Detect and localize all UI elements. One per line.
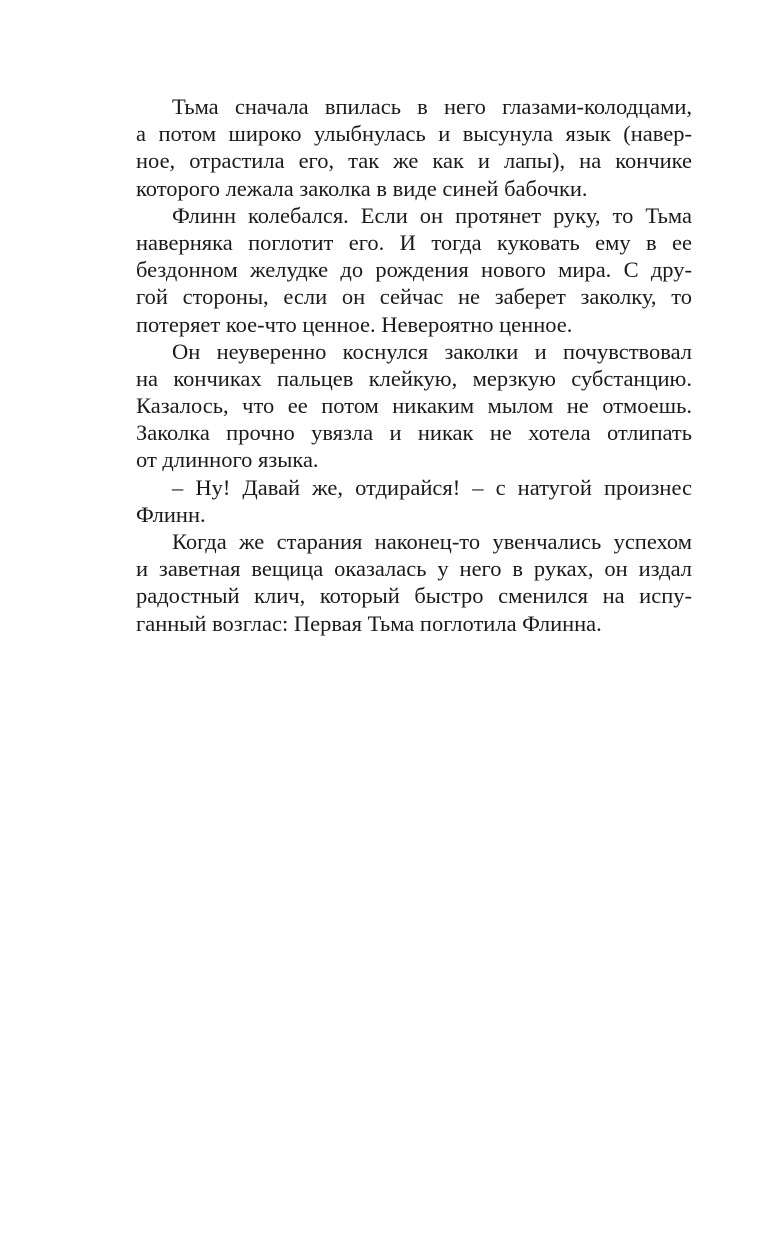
- text-line: ное, отрастила его, так же как и лапы), на кончике: [136, 148, 692, 174]
- text-line: ганный возглас: Первая Тьма поглотила Флинна.: [136, 610, 602, 636]
- paragraph: [136, 474, 692, 528]
- paragraph: [136, 202, 692, 338]
- paragraph: [136, 93, 692, 202]
- paragraph: [136, 528, 692, 637]
- text-line: а потом широко улыбнулась и высунула язык (навер-: [136, 121, 692, 147]
- text-line: гой стороны, если он сейчас не заберет заколку, то: [136, 284, 692, 310]
- text-line: наверняка поглотит его. И тогда куковать ему в ее: [136, 229, 692, 255]
- text-line: – Ну! Давай же, отдирайся! – с натугой произнес: [172, 474, 692, 500]
- text-line: от длинного языка.: [136, 447, 319, 473]
- text-line: Заколка прочно увязла и никак не хотела отлипать: [136, 420, 692, 446]
- page-text-block: [136, 93, 692, 637]
- text-line: которого лежала заколка в виде синей бабочки.: [136, 175, 588, 201]
- text-line: радостный клич, который быстро сменился на испу-: [136, 583, 692, 609]
- text-line: Флинн.: [136, 501, 206, 527]
- text-line: потеряет кое-что ценное. Невероятно ценное.: [136, 311, 573, 337]
- text-line: бездонном желудке до рождения нового мира. С дру-: [136, 257, 692, 283]
- text-line: Казалось, что ее потом никаким мылом не отмоешь.: [136, 393, 692, 419]
- text-line: и заветная вещица оказалась у него в руках, он издал: [136, 556, 692, 582]
- text-line: Флинн колебался. Если он протянет руку, то Тьма: [172, 202, 692, 228]
- text-line: Тьма сначала впилась в него глазами-колодцами,: [172, 94, 692, 119]
- text-line: Он неуверенно коснулся заколки и почувствовал: [172, 338, 692, 364]
- text-line: Когда же старания наконец-то увенчались успехом: [172, 529, 692, 554]
- text-line: на кончиках пальцев клейкую, мерзкую субстанцию.: [136, 365, 692, 391]
- paragraph: [136, 338, 692, 474]
